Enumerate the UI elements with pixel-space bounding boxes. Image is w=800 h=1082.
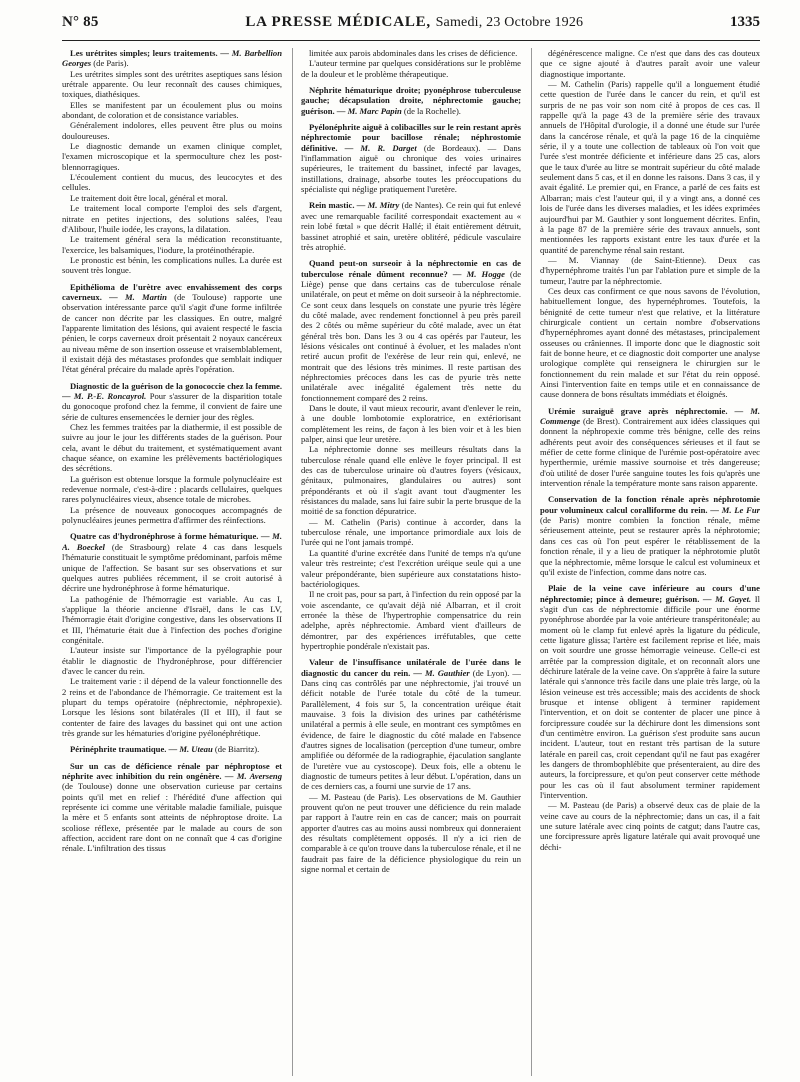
article-title: Valeur de l'insuffisance unilatérale de l'urée dans le diagnostic du cancer du rein. [301,657,521,678]
article-paragraph: Le traitement varie : il dépend de la valeur fonctionnelle des 2 reins et de l'abondance de l'hémorragie. Ce traitement est la plupart du temps opératoire (néphrectomie, néphropexie). Lorsque les lésions sont bilatérales (II et III), il faut se contenter de faire des lavages du bassinet qui ont une action très grande sur les hématuries d'origine pyélonéphrétique. [62,676,282,738]
page-header [62,14,760,41]
article-title: Néphrite hématurique droite; pyonéphrose tuberculeuse gauche; décapsulation droite, néphrectomie gauche; guérison. [301,85,521,116]
article [301,48,521,79]
article-paragraph: L'auteur termine par quelques considérations sur le problème de la douleur et le problème thérapeutique. [301,58,521,79]
article-title: Périnéphrite traumatique. [70,744,167,755]
journal-title [245,14,583,31]
article-paragraph: — M. Cathelin (Paris) rappelle qu'il a longuement étudié cette question de l'urée dans le cancer du rein, et qu'il est surpris de ne pas voir son nom cité à propos de ces cas. Il rappelle qu'à la page 43 de la première série des travaux annuels de l'Hôpital d'urologie, il a donné une étude sur l'urée dans la cancérose rénale, et qu'à la page 16 de la cinquième série, il y a toute une collection de tableaux où l'on voit que l'urée s'est montrée déficiente et inférieure dans 25 cas, alors que le taux d'urée au litre se montrait supérieur du côté malade seulement dans 5 cas, et il en donne les raisons. Dans 3 cas, il y avait égalité. Le premier qui, en France, a parlé de ces faits est Albarran; mais c'est l'auteur qui, il y a vingt ans, a donné ces lois de l'urée dans les diverses maladies, et les idées exprimées aujourd'hui par M. Gauthier y sont longuement décrites. Enfin, à la page 87 de la première série des travaux annuels, sont mentionnées les rapports existant entre les taux d'urée et la quantité de parenchyme rénal sain restant. [540,79,760,255]
article-author: — M. R. Darget [344,142,417,153]
article [62,282,282,375]
article-author: — M. Barbellion Georges [62,48,282,69]
article-paragraph: L'auteur insiste sur l'importance de la pyélographie pour établir le diagnostic de l'hydronéphrose, pour différencier d'avec le cancer du rein. [62,645,282,676]
article-paragraph: L'écoulement contient du mucus, des leucocytes et des cellules. [62,172,282,193]
article-origin: (de Toulouse) donne une observation curieuse par certains points qu'il met en relief : l'hérédité d'une affection qui représente ici comme une véritable maladie familiale, puisque la mère et 5 enfants sont atteints de néphroptose droite. La scoliose réflexe, présentée par le malade au cours de son affection, accident rare dont on ne connaît que 4 cas d'origine rénale. L'infiltration des tissus [62,781,282,854]
article-paragraph: Le traitement général sera la médication reconstituante, l'exercice, les balsamiques, l'iodure, la protéinothérapie. [62,234,282,255]
article-author: — M. P.-E. Roncayrol. [62,391,147,401]
article-paragraph: — M. Cathelin (Paris) continue à accorder, dans la tuberculose rénale, une importance primordiale aux lois de l'urée qui ne l'ont jamais trompé. [301,516,521,548]
article-paragraph: Le traitement doit être local, général et moral. [70,192,228,203]
article-title: Conservation de la fonction rénale après néphrotomie pour volumineux calcul coralliforme du rein. [540,494,760,515]
article-title: Les urétrites simples; leurs traitements. [70,48,218,58]
article-origin: (de Brest). Contrairement aux idées classiques qui donnent la néphropexie comme très bénigne, celle des reins adhérents peut avoir des conséquences sérieuses et il faut se méfier de cette forme clinique de l'urémie post-opératoire avec hyperthermie, urémie massive sournoise et très dangereuse; d'où utilité de doser l'urée sanguine toutes les fois qu'après une intervention rénale la température monte sans raison apparente. [540,416,760,489]
article-title: Diagnostic de la guérison de la gonococcie chez la femme. [70,380,282,391]
article-author: — M. Gauthier [413,667,470,678]
article [540,494,760,577]
article-paragraph: Le traitement local comporte l'emploi des sels d'argent, nitrate en petites injections, des solutions salées, l'eau d'Alibour, l'huile iodée, les crayons, la dilatation. [62,203,282,234]
article-paragraph: — M. Viannay (de Saint-Etienne). Deux cas d'hypernéphrome traités l'un par l'ablation pure et simple de la tumeur, l'autre par la néphrectomie. [540,254,760,286]
article-title: Quand peut-on surseoir à la néphrectomie en cas de tuberculose rénale dûment reconnue? [301,258,521,279]
article-origin: Pour s'assurer de la disparition totale du gonocoque profond chez la femme, il convient de faire une série de cultures ensemencées le dernier jour des règles. [62,391,282,422]
issue-number: N° 85 [62,14,99,30]
article-author: — M. Hogge [452,268,505,279]
article [301,657,521,874]
article-title: Urémie suraiguë grave après néphrectomie. [548,405,728,416]
article [301,85,521,116]
article-paragraph: Elles se manifestent par un écoulement plus ou moins abondant, de coloration et de consistance variables. [62,99,282,121]
article-paragraph: — M. Pasteau (de Paris). Les observations de M. Gauthier prouvent qu'on ne peut trouver une déficience du rein malade par rapport à l'autre rein en cas de cancer; mais on pourrait apporter d'autres cas au moins aussi nombreux qui donneraient des résultats complètement opposés. Il n'y a ici rien de comparable à ce qu'on trouve dans la tuberculose rénale, et il ne faudrait pas faire de la déficience physiologique du rein un signe normal et certain de [301,791,521,875]
article-author: — M. Gayet. [702,593,752,604]
article [62,381,282,526]
article-paragraph: dégénérescence maligne. Ce n'est que dans des cas douteux que ce signe ajouté à d'autres paraît avoir une valeur diagnostique importante. [540,48,760,79]
article-paragraph: Il ne croit pas, pour sa part, à l'infection du rein opposé par la voie ascendante, ce qu'avait déjà nié Albarran, et il croit erronée la thèse de l'hypertrophie compensatrice du rein adelphe, après néphrectomie. Ambard vient d'ailleurs de démontrer, par des expériences irréfutables, que cette hypertrophie pondérale n'existait pas. [301,589,521,651]
article-paragraph: La quantité d'urine excrétée dans l'unité de temps n'a qu'une valeur très restreinte; c'est l'excrétion uréique seule qui a une valeur prépondérante, bien supérieure aux constatations histo-bactériologiques. [301,547,521,589]
article-lead [62,531,282,593]
article-paragraph: La néphrectomie donne ses meilleurs résultats dans la tuberculose rénale quand elle enlève le foyer principal. Il est des cas de tuberculose urinaire où d'autres foyers (vésicaux, génitaux, pulmonaires, glandulaires ou autres) sont prépondérants et où il s'agit avant tout d'augmenter les résistances du malade, sans lui faire subir la perte brusque de la moitié de sa fonction dépuratrice. [301,444,521,517]
article-origin: (de Lyon). — Dans cinq cas contrôlés par une néphrectomie, j'ai trouvé un déficit notable de l'urée totale du côté de la tumeur. Parallèlement, 4 fois sur 5, la concentration uréique était mauvaise. 3 fois la division des urines par cathétérisme unilatéral a permis à elle seule, en montrant ces symptômes en évidence, de faire le diagnostic du côté malade en l'absence d'autres signes de localisation (perception d'une tumeur, ombre amplifiée ou déformée de la radiographie, éjaculation sanglante de l'uretère vue au cystoscope). Deux fois, elle a obtenu le diagnostic de tumeurs petites à leur début. L'opération, dans un de ces derniers cas, a fourni une survie de 17 ans. [301,667,521,792]
article-lead [301,258,521,403]
article-paragraph: Généralement indolores, elles peuvent être plus ou moins douloureuses. [62,120,282,141]
article-origin: (de Bordeaux). — Dans l'inflammation aiguë ou chronique des voies urinaires supérieures, le traitement du bassinet, infecté par lavages, instillations, drainage, absorbe toutes les préoccupations du spécialiste qui néglige pratiquement l'uretère. [301,142,521,195]
article-paragraph: La pathogénie de l'hémorragie est variable. Au cas I, s'applique la théorie ancienne d'Israël, dans le cas LV, l'hémorragie était d'origine congestive, dans les observations II et III, l'hématurie était due à l'infection des poches d'origine congénitale. [62,593,282,645]
article-lead [540,406,760,489]
article-lead [540,494,760,577]
article-lead [301,200,521,252]
article-paragraph: Ces deux cas confirment ce que nous savons de l'évolution, habituellement longue, des hypernéphromes. Toutefois, la bénignité de cette tumeur n'est que relative, et la littérature chirurgicale contient un certain nombre d'observations d'hypernéphromes ayant donné des métastases, principalement osseuses ou crâniennes. Il importe donc que le diagnostic soit fait de bonne heure, et ce diagnostic doit comporter une analyse urologique complète qui renseignera le chirurgien sur le fonctionnement du rein malade et sur l'état du rein opposé. Ainsi l'intervention faite en temps utile et en connaissance de cause donnera de bons résultats immédiats et éloignés. [540,285,760,400]
article-lead [301,122,521,194]
article-lead [62,282,282,375]
article-paragraph: Chez les femmes traitées par la diathermie, il est possible de suivre au jour le jour les différents stades de la guérison. Pour cela, avant le début du traitement, et systématiquement avant chaque séance, on examine les prélèvements bactériologiques des sécrétions. [62,422,282,474]
article-lead [62,381,282,422]
article [301,258,521,651]
article-lead [540,583,760,800]
article [540,583,760,852]
article [62,761,282,854]
article [62,531,282,738]
article [62,48,282,276]
article-paragraph: Le diagnostic demande un examen clinique complet, l'examen microscopique et la spermoculture chez les post-blennorragiques. [62,141,282,172]
article-author: — M. Commenge [540,405,760,427]
article-title: Pyélonéphrite aiguë à colibacilles sur le rein restant après néphrectomie pour bacillose rénale; néphrostomie définitive. [301,122,521,153]
article-title: Rein mastic. [309,200,355,211]
article-origin: (de Paris). [93,58,129,69]
article-paragraph: — M. Pasteau (de Paris) a observé deux cas de plaie de la veine cave au cours de la néphrectomie; dans un cas, il a fait une suture latérale avec cinq points de catgut; dans l'autre cas, une forcipressure après ligature latérale qui avait provoqué une déchi- [540,800,760,852]
article-paragraph: Les urétrites simples sont des urétrites aseptiques sans lésion urétrale apparente. Ou leur reconnaît des causes chimiques, toxiques, diathésiques. [62,68,282,100]
article [540,406,760,489]
article-title: Epithélioma de l'urètre avec envahissement des corps caverneux. [62,281,282,302]
article-lead [301,85,521,116]
article-paragraph: limitée aux parois abdominales dans les crises de déficience. [309,48,518,58]
column-1 [62,48,282,1076]
article-title: Plaie de la veine cave inférieure au cours d'une néphrectomie; pince à demeure; guérison. [540,583,760,604]
article-columns [62,48,760,1076]
article-paragraph: Dans le doute, il vaut mieux recourir, avant d'enlever le rein, à une double lombotomie exploratrice, en extériorisant complètement les reins, de façon à les bien voir et à les bien palper, ainsi que leur uretère. [301,403,521,445]
article-author: — M. Averseng [224,771,282,782]
article-lead [62,744,282,754]
article-author: — M. Uteau [168,744,213,755]
article-author: — M. Marc Papin [336,105,402,116]
article-title: Quatre cas d'hydronéphrose à forme hématurique. [70,531,259,542]
article-origin: (de Nantes). Ce rein qui fut enlevé avec une remarquable facilité correspondait exactement au « rein lobé fœtal » que décrit Hallé; il était entièrement détruit, bassinet atrophié et sain, uretère oblitéré, pédicule vasculaire très atrophié. [301,200,521,252]
article-origin: (de Toulouse) rapporte une observation intéressante parce qu'il s'agit d'une forme infiltrée de cancer non décrite par les classiques. En outre, malgré l'apparente limitation des lésions, qui avaient respecté le fascia pénien, le corps caverneux droit présentait 2 noyaux cancéreux au niveau même de son insertion osseuse et vraisemblablement, il existait déjà des métastases profondes que semblait indiquer l'état général précaire du malade après l'opération. [62,291,282,375]
article-paragraph: La guérison est obtenue lorsque la formule polynucléaire est redevenue normale, c'est-à-dire : placards cellulaires, quelques rares polynucléaires vieux, absence totale de microbes. [62,473,282,505]
article-origin: (de Liège) pense que dans certains cas de tuberculose rénale unilatérale, on peut et même on doit surseoir à la néphrectomie. Ce sont ceux dans lesquels on constate une pyurie très légère du côté malade, avec rendement fonctionnel à peu près pareil des 2 côtés ou même supérieur du côté malade, avec un état général très bon. Dans les 3 ou 4 cas opérés par l'auteur, les lésions vésicales ont continué à évoluer, et les malades n'ont retiré aucun profit de l'exérèse de leur rein qui, enlevé, ne montrait que des lésions très minimes. Il reste partisan des néphrectomies précoces dans les cas de pyurie très nette unilatérale avec inégalité également très nette du fonctionnement comparé des 2 reins. [301,268,521,403]
article-origin: (de la Rochelle). [403,105,461,116]
article-lead [62,48,282,69]
article-paragraph: Le pronostic est bénin, les complications nulles. La durée est souvent très longue. [62,254,282,276]
page-number: 1335 [729,14,760,30]
article-author: — M. Le Fur [710,504,760,515]
article-origin: (de Strasbourg) relate 4 cas dans lesquels l'hématurie constituait le symptôme prédominant, parfois même unique de l'affection. Se basant sur ses observations et sur quelques autres publiées récemment, il se croit autorisé à décrire une hydronéphrose à forme hématurique. [62,541,282,594]
column-3 [531,48,760,1076]
article [301,122,521,194]
column-2 [292,48,521,1076]
article [540,48,760,400]
article-author: — M. A. Boeckel [62,531,282,552]
article [62,744,282,754]
article [301,200,521,252]
issue-date: Samedi, 23 Octobre 1926 [435,15,584,30]
article-origin: Il s'agit d'un cas de néphrectomie difficile pour une énorme pyonéphrose abordée par la voie antérieure transpéritonéale; au moment où le clamp fut enlevé après la ligature du pédicule, cette ligature glissa; l'artère est facilement reprise et liée, mais on voit sourdre une grosse hémorragie veineuse. Celle-ci est arrêtée par la compression digitale, et on reconnaît alors une déchirure latérale de la veine cave. On s'apprête à faire la suture latérale qui s'annonce très facile dans une plaie très large, où la lésion veineuse est très accessible; mais des accidents de shock brusque et intense obligent à terminer rapidement l'intervention, et on doit se contenter de placer une pince à forcipressure coudée sur la déchirure dont les dimensions sont d'un centimètre environ. La guérison s'est produite sans aucun incident. L'auteur, tout en restant très partisan de la suture latérale en pareil cas, croit cependant qu'il ne faut pas exagérer les dangers de thrombophlébite que présenteraient, au dire des auteurs, la forcipressure, et qu'on peut conserver cette méthode pour les cas où il faut absolument terminer rapidement l'intervention. [540,593,760,801]
article-title: Sur un cas de déficience rénale par néphroptose et néphrite avec inhibition du rein ongénère. [62,760,282,782]
journal-name: LA PRESSE MÉDICALE, [245,14,431,30]
article-lead [62,761,282,854]
article-paragraph: La présence de nouveaux gonocoques accompagnés de polynucléaires jeunes permettra d'affirmer des réinfections. [62,504,282,526]
article-origin: (de Paris) montre combien la fonction rénale, même sérieusement atteinte, peut se restaurer après la néphrotomie; dans ces cas où l'on peut espérer le rétablissement de la fonction rénale, il y a lieu de pratiquer la néphrotomie plutôt que la néphrectomie, même lorsque le calcul est volumineux et qu'il existe de l'infection, comme dans notre cas. [540,515,760,577]
article-author: — M. Mitry [356,200,400,211]
article-origin: (de Biarritz). [214,744,260,755]
article-author: — M. Martin [109,291,167,302]
article-lead [301,657,521,791]
